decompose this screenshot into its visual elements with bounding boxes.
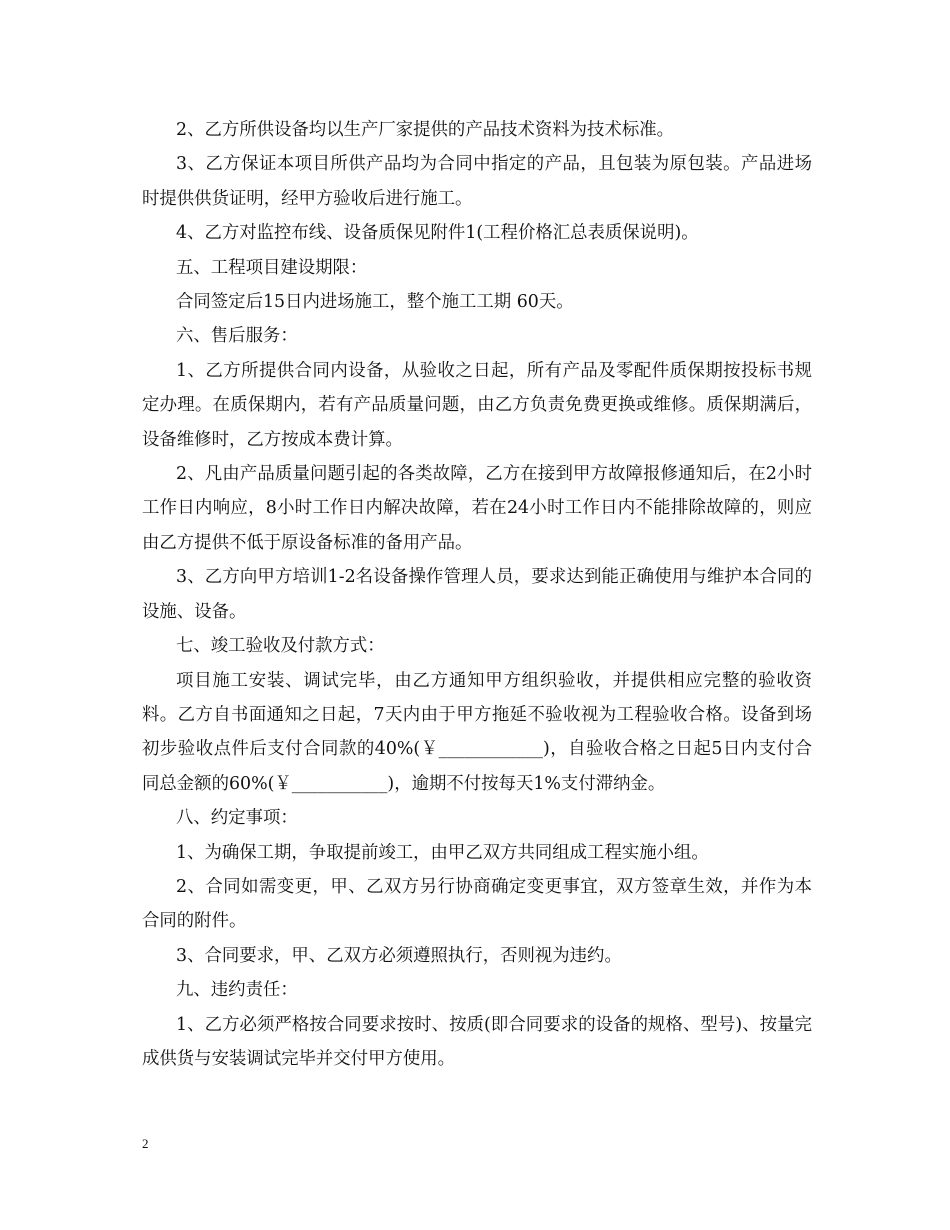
section-heading: 六、售后服务： xyxy=(176,326,298,347)
paragraph: 3、乙方保证本项目所供产品均为合同中指定的产品，且包装为原包装。产品进场时提供供货证明，经甲方验收后进行施工。 xyxy=(142,154,812,209)
section-heading: 九、违约责任： xyxy=(176,980,298,1001)
page-number: 2 xyxy=(142,1136,149,1151)
paragraph: 1、乙方必须严格按合同要求按时、按质(即合同要求的设备的规格、型号)、按量完成供货与安装调试完毕并交付甲方使用。 xyxy=(142,1014,812,1069)
paragraph: 2、乙方所供设备均以生产厂家提供的产品技术资料为技术标准。 xyxy=(176,120,675,140)
paragraph: 3、乙方向甲方培训1-2名设备操作管理人员，要求达到能正确使用与维护本合同的设施、设备。 xyxy=(142,567,812,622)
paragraph: 项目施工安装、调试完毕，由乙方通知甲方组织验收，并提供相应完整的验收资料。乙方自书面通知之日起，7天内由于甲方拖延不验收视为工程验收合格。设备到场初步验收点件后支付合同款的40%(￥____________)，自验收合格之日起5日内支付合同总金额的60%(￥___________)，逾期不付按每天1%支付滞纳金。 xyxy=(142,670,812,794)
section-heading: 七、竣工验收及付款方式： xyxy=(176,636,385,657)
paragraph: 合同签定后15日内进场施工，整个施工工期 60天。 xyxy=(176,292,574,313)
paragraph: 4、乙方对监控布线、设备质保见附件1(工程价格汇总表质保说明)。 xyxy=(176,223,699,244)
paragraph: 1、为确保工期，争取提前竣工，由甲乙双方共同组成工程实施小组。 xyxy=(176,842,709,863)
paragraph: 1、乙方所提供合同内设备，从验收之日起，所有产品及零配件质保期按投标书规定办理。在质保期内，若有产品质量问题，由乙方负责免费更换或维修。质保期满后，设备维修时，乙方按成本费计算。 xyxy=(142,360,812,450)
paragraph: 2、合同如需变更，甲、乙双方另行协商确定变更事宜，双方签章生效，并作为本合同的附件。 xyxy=(142,876,812,932)
document-body xyxy=(142,113,812,1076)
paragraph: 2、凡由产品质量问题引起的各类故障，乙方在接到甲方故障报修通知后，在2小时工作日内响应，8小时工作日内解决故障，若在24小时工作日内不能排除故障的，则应由乙方提供不低于原设备标准的备用产品。 xyxy=(142,464,812,553)
section-heading: 八、约定事项： xyxy=(176,808,298,829)
paragraph: 3、合同要求，甲、乙双方必须遵照执行，否则视为违约。 xyxy=(176,945,622,966)
section-heading: 五、工程项目建设期限： xyxy=(176,257,368,278)
